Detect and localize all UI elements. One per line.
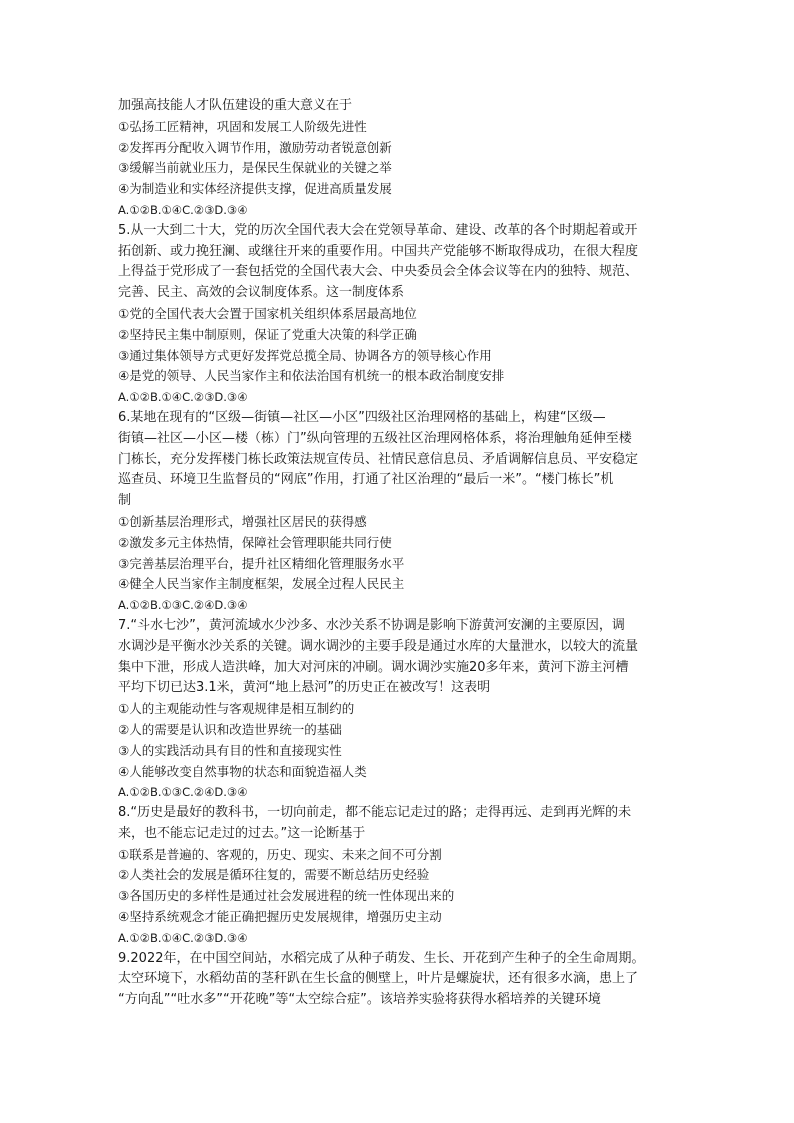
question-7-stem-line: 7.“斗水七沙”，黄河流域水少沙多、水沙关系不协调是影响下游黄河安澜的主要原因，调 <box>118 617 625 633</box>
question-8 <box>118 803 678 949</box>
question-7-option-2: ②人的需要是认识和改造世界统一的基础 <box>118 721 342 737</box>
question-5-answer-choices: A.①②B.①④C.②③D.③④ <box>118 390 248 405</box>
question-5-option-1: ①党的全国代表大会置于国家机关组织体系居最高地位 <box>118 305 417 321</box>
question-4-answer-choices: A.①②B.①④C.②③D.③④ <box>118 202 248 217</box>
question-7-option-3: ③人的实践活动具有目的性和直接现实性 <box>118 742 342 758</box>
question-5-stem-line: 拓创新、或力挽狂澜、或继往开来的重要作用。中国共产党能够不断取得成功，在很大程度 <box>118 243 639 259</box>
question-6-option-4: ④健全人民当家作主制度框架，发展全过程人民民主 <box>118 576 405 592</box>
question-7 <box>118 616 678 803</box>
question-7-stem-line: 集中下泄，形成人造洪峰，加大对河床的冲刷。调水调沙实施20多年来，黄河下游主河槽 <box>118 659 629 675</box>
question-9-stem-line: “方向乱”“吐水多”“开花晚”等“太空综合症”。该培养实验将获得水稻培养的关键环境 <box>118 992 601 1008</box>
question-5-stem-line: 5.从一大到二十大，党的历次全国代表大会在党领导革命、建设、改革的各个时期起着或开 <box>118 222 638 238</box>
question-8-stem-line: 来，也不能忘记走过的过去。”这一论断基于 <box>118 825 366 841</box>
question-4-option-4: ④为制造业和实体经济提供支撑，促进高质量发展 <box>118 181 392 197</box>
question-6-option-2: ②激发多元主体热情，保障社会管理职能共同行使 <box>118 534 392 550</box>
question-6 <box>118 408 678 616</box>
question-5-option-2: ②坚持民主集中制原则，保证了党重大决策的科学正确 <box>118 326 417 342</box>
question-8-option-3: ③各国历史的多样性是通过社会发展进程的统一性体现出来的 <box>118 888 455 904</box>
question-8-option-4: ④坚持系统观念才能正确把握历史发展规律，增强历史主动 <box>118 909 442 925</box>
question-4-stem-line: 加强高技能人才队伍建设的重大意义在于 <box>118 98 353 113</box>
question-7-option-4: ④人能够改变自然事物的状态和面貌造福人类 <box>118 763 367 779</box>
question-8-option-2: ②人类社会的发展是循环往复的，需要不断总结历史经验 <box>118 867 430 883</box>
question-5-option-3: ③通过集体领导方式更好发挥党总揽全局、协调各方的领导核心作用 <box>118 347 492 363</box>
question-5 <box>118 221 678 408</box>
question-9 <box>118 949 678 1011</box>
question-6-stem-line: 巡查员、环境卫生监督员的“网底”作用，打通了社区治理的“最后一米”。“楼门栋长”机 <box>118 472 614 488</box>
exam-page <box>118 96 678 1011</box>
question-7-answer-choices: A.①②B.①③C.②④D.③④ <box>118 785 248 800</box>
question-6-stem-line: 6.某地在现有的“区级—街镇—社区—小区”四级社区治理网格的基础上，构建“区级— <box>118 409 606 425</box>
question-5-stem-line: 完善、民主、高效的会议制度体系。这一制度体系 <box>118 285 405 301</box>
question-6-stem-line: 街镇—社区—小区—楼（栋）门”纵向管理的五级社区治理网格体系，将治理触角延伸至楼 <box>118 430 632 446</box>
question-6-option-1: ①创新基层治理形式，增强社区居民的获得感 <box>118 513 367 529</box>
question-5-option-4: ④是党的领导、人民当家作主和依法治国有机统一的根本政治制度安排 <box>118 368 505 384</box>
question-5-stem-line: 上得益于党形成了一套包括党的全国代表大会、中央委员会全体会议等在内的独特、规范、 <box>118 264 639 280</box>
question-7-stem-line: 平均下切已达3.1米，黄河“地上悬河”的历史正在被改写！这表明 <box>118 680 491 696</box>
question-4 <box>118 96 678 221</box>
question-8-stem-line: 8.“历史是最好的教科书，一切向前走，都不能忘记走过的路；走得再远、走到再光辉的未 <box>118 805 632 821</box>
question-4-option-3: ③缓解当前就业压力，是保民生保就业的关键之举 <box>118 160 392 176</box>
question-4-option-1: ①弘扬工匠精神，巩固和发展工人阶级先进性 <box>118 118 367 134</box>
question-6-stem-line: 门栋长，充分发挥楼门栋长政策法规宣传员、社情民意信息员、矛盾调解信息员、平安稳定 <box>118 451 639 467</box>
question-4-option-2: ②发挥再分配收入调节作用，激励劳动者锐意创新 <box>118 139 392 155</box>
question-8-option-1: ①联系是普遍的、客观的，历史、现实、未来之间不可分割 <box>118 846 442 862</box>
question-7-stem-line: 水调沙是平衡水沙关系的关键。调水调沙的主要手段是通过水库的大量泄水，以较大的流量 <box>118 638 639 654</box>
question-6-option-3: ③完善基层治理平台，提升社区精细化管理服务水平 <box>118 555 405 571</box>
question-6-answer-choices: A.①②B.①③C.②④D.③④ <box>118 598 248 613</box>
question-9-stem-line: 太空环境下，水稻幼苗的茎秆趴在生长盒的侧壁上，叶片是螺旋状，还有很多水滴，患上了 <box>118 971 639 987</box>
question-8-answer-choices: A.①②B.①④C.②③D.③④ <box>118 930 248 945</box>
question-6-stem-line: 制 <box>118 493 132 509</box>
question-7-option-1: ①人的主观能动性与客观规律是相互制约的 <box>118 701 355 717</box>
question-9-stem-line: 9.2022年，在中国空间站，水稻完成了从种子萌发、生长、开花到产生种子的全生命周期。 <box>118 950 645 966</box>
